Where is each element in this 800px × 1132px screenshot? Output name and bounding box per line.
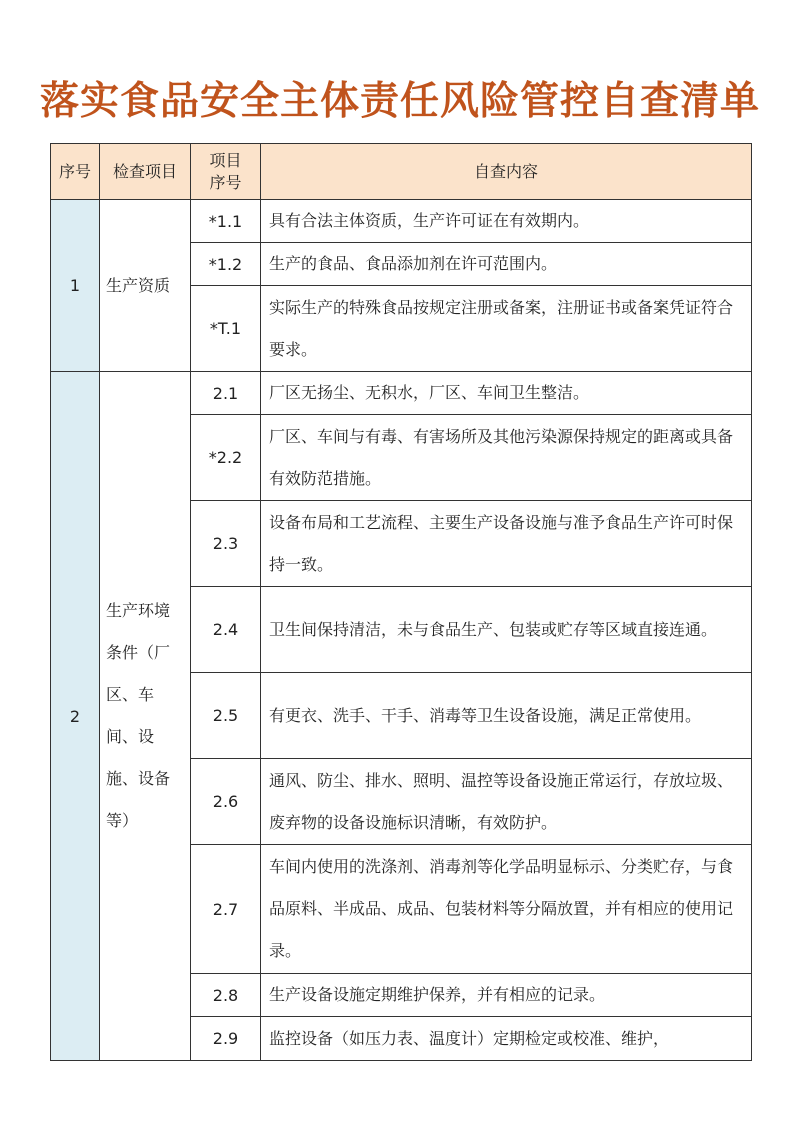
header-row (51, 144, 752, 200)
header-item-no: 项目序号 (191, 144, 261, 200)
header-category: 检查项目 (100, 144, 191, 200)
item-content: 厂区无扬尘、无积水，厂区、车间卫生整洁。 (261, 372, 752, 415)
item-content: 生产的食品、食品添加剂在许可范围内。 (261, 243, 752, 286)
item-content: 通风、防尘、排水、照明、温控等设备设施正常运行，存放垃圾、废弃物的设备设施标识清晰，有效防护。 (261, 759, 752, 845)
table-row (51, 372, 752, 415)
header-seq: 序号 (51, 144, 100, 200)
item-no: *T.1 (191, 286, 261, 372)
item-content: 具有合法主体资质，生产许可证在有效期内。 (261, 200, 752, 243)
item-content: 生产设备设施定期维护保养，并有相应的记录。 (261, 974, 752, 1017)
item-content: 实际生产的特殊食品按规定注册或备案，注册证书或备案凭证符合要求。 (261, 286, 752, 372)
table-row (51, 200, 752, 243)
checklist-table (50, 143, 752, 1061)
item-no: 2.9 (191, 1017, 261, 1061)
item-no: 2.4 (191, 587, 261, 673)
header-content: 自查内容 (261, 144, 752, 200)
item-content: 监控设备（如压力表、温度计）定期检定或校准、维护， (261, 1017, 752, 1061)
item-no: 2.5 (191, 673, 261, 759)
item-content: 车间内使用的洗涤剂、消毒剂等化学品明显标示、分类贮存，与食品原料、半成品、成品、包装材料等分隔放置，并有相应的使用记录。 (261, 845, 752, 974)
group-seq: 1 (51, 200, 100, 372)
item-content: 有更衣、洗手、干手、消毒等卫生设备设施，满足正常使用。 (261, 673, 752, 759)
item-no: *2.2 (191, 415, 261, 501)
item-content: 卫生间保持清洁，未与食品生产、包装或贮存等区域直接连通。 (261, 587, 752, 673)
item-content: 厂区、车间与有毒、有害场所及其他污染源保持规定的距离或具备有效防范措施。 (261, 415, 752, 501)
group-seq: 2 (51, 372, 100, 1061)
item-no: 2.6 (191, 759, 261, 845)
item-no: 2.3 (191, 501, 261, 587)
item-no: *1.2 (191, 243, 261, 286)
group-category: 生产环境条件（厂区、车间、设施、设备等） (100, 372, 191, 1061)
item-no: 2.1 (191, 372, 261, 415)
page-title: 落实食品安全主体责任风险管控自查清单 (39, 79, 760, 124)
group-category: 生产资质 (100, 200, 191, 372)
item-content: 设备布局和工艺流程、主要生产设备设施与准予食品生产许可时保持一致。 (261, 501, 752, 587)
item-no: *1.1 (191, 200, 261, 243)
item-no: 2.7 (191, 845, 261, 974)
item-no: 2.8 (191, 974, 261, 1017)
